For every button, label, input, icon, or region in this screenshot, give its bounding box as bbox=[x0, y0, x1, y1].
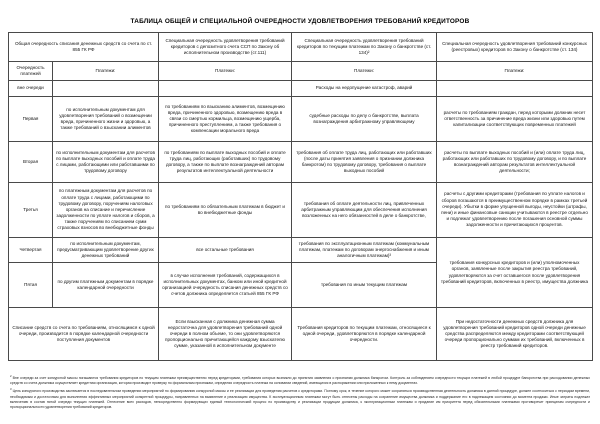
row-label: Первая bbox=[9, 97, 53, 142]
page-title: ТАБЛИЦА ОБЩЕЙ И СПЕЦИАЛЬНОЙ ОЧЕРЕДНОСТИ УДОВЛЕТВОРЕНИЯ ТРЕБОВАНИЙ КРЕДИТОРОВ bbox=[130, 18, 470, 25]
header-row bbox=[9, 33, 593, 62]
table-cell: требования об оплате труда лиц, работающих или работавших (после даты принятия заявления о признании должника банкротом) по трудовому договору, требования о выплате выходных пособий bbox=[292, 142, 437, 183]
subheader-row bbox=[9, 62, 593, 81]
subheader-payments-4: Платежи: bbox=[437, 62, 593, 81]
footer-cell-registry: При недостаточности денежных средств должника для удовлетворения требований кредиторов одной очереди денежные средства распределяются между кредиторами соответствующей очереди пропорционально суммам их требований, включенных в реестр требований кредиторов. bbox=[437, 308, 593, 361]
table-cell: по платежным документам для расчетов по оплате труда с лицами, работающими по трудовому договору, поручениям налоговых органов на списание и перечисление задолженности по уплате налогов и сборов, а также поручениям по списанием сумм страховых взносов во внебюджетные фонды bbox=[53, 183, 159, 238]
table-row-third bbox=[9, 183, 593, 238]
creditors-priority-table bbox=[8, 32, 593, 361]
table-cell bbox=[437, 81, 593, 97]
col-header-registry-creditors: Специальная очередность удовлетворения требований конкурсных (реестровых) кредиторов по Закону о банкротстве (ст. 134) bbox=[437, 33, 593, 62]
table-row-fourth bbox=[9, 238, 593, 263]
subheader-payments-3: Платежи: bbox=[292, 62, 437, 81]
row-label: Вторая bbox=[9, 142, 53, 183]
footnote-3-mark: 3 bbox=[10, 387, 12, 392]
row-label: Четвертая bbox=[9, 238, 53, 263]
col-header-general-855: Общая очередность списания денежных средств со счета по ст. 855 ГК РФ bbox=[9, 33, 159, 62]
table-cell: по исполнительным документам, предусматривающим удовлетворение других денежных требований bbox=[53, 238, 159, 263]
row-label: Пятая bbox=[9, 263, 53, 308]
table-row-out-of-turn bbox=[9, 81, 593, 97]
table-cell bbox=[159, 81, 292, 97]
footnote-2-text: Вне очереди за счет конкурсной массы погашаются требования кредиторов по текущим платежам преимущественно перед кредиторами, требования которых возникли до принятия заявления о признании должника банкротом. Контроль за соблюдением очередности текущих платежей в любой процедуре банкротства при расходовании денежных средств со счета должника осуществляет кредитная организация, которая производит проверку по формальным признакам, определяя очередность платежа на основании сведений, имеющихся в распоряжении или приложенных к нему документах. bbox=[10, 376, 590, 386]
table-cell: Расходы на недопущение катастроф, аварий bbox=[292, 81, 437, 97]
table-cell: по требованиям по выплате выходных пособий и оплате труда лиц, работающих (работавших) по трудовому договору, а также по выплате вознаграждений авторам результатов интеллектуальной деятельности bbox=[159, 142, 292, 183]
footnote-2 bbox=[10, 374, 590, 386]
subheader-payments-2: Платежи: bbox=[159, 62, 292, 81]
footnote-3-text: Цель конкурсного производства заключается в последовательном проведении мероприятий по формированию конкурсной массы и ее реализации для проведения расчетов с кредиторами. Поэтому срок, в течение которого может сохраняться производственная деятельность должника в данной процедуре, должен соотноситься с периодом времени, необходимым и достаточным для выполнения эффективных мероприятий конкретной процедуры, направленных на выявление и реализацию имущества. К эксплуатационным платежам могут быть отнесены расходы на сохранение имущества должника и поддержание его в надлежащем состоянии до момента продажи. Иные затраты подлежат включению в состав пятой очереди текущих платежей. Отнесение всех расходов, непосредственно формирующих единый технологический процесс по производству и реализации продукции должника, к эксплуатационным платежам и придание им приоритета перед обязательными платежами противоречит принципам очередности и пропорциональности удовлетворения требований кредиторов. bbox=[10, 389, 590, 409]
footer-cell-ssp: Если взысканная с должника денежная сумма недостаточна для удовлетворения требований одной очереди в полном объеме, то они удовлетворяются пропорционально причитающейся каждому взыскателю сумме, указанной в исполнительном документе bbox=[159, 308, 292, 361]
table-cell: по другим платежным документам в порядке календарной очередности bbox=[53, 263, 159, 308]
table-footer-row bbox=[9, 308, 593, 361]
footnotes-block bbox=[10, 374, 590, 410]
row-label: вне очереди bbox=[9, 81, 53, 97]
table-row-second bbox=[9, 142, 593, 183]
table-cell: требования об оплате деятельности лиц, привлеченных арбитражным управляющим для обеспечения исполнения возложенных на него обязанностей в деле о банкротстве, bbox=[292, 183, 437, 238]
table-cell: все остальные требования bbox=[159, 238, 292, 263]
footnote-2-mark: 2 bbox=[10, 374, 12, 378]
table-cell: по требованиям по обязательным платежам в бюджет и во внебюджетные фонды bbox=[159, 183, 292, 238]
table-cell: в случае исполнения требований, содержащихся в исполнительных документах, банком или иной кредитной организацией очередность списания денежных средств со счетов должника определяется статьей 855 ГК РФ bbox=[159, 263, 292, 308]
row-label: Третья bbox=[9, 183, 53, 238]
footer-cell-general: Списание средств со счета по требованиям, относящимся к одной очереди, производится в порядке календарной очередности поступления документов bbox=[9, 308, 159, 361]
col-header-current-payments: Специальная очередность удовлетворения требований кредиторов по текущим платежам по Закону о банкротстве (ст. 134)² bbox=[292, 33, 437, 62]
table-row-first bbox=[9, 97, 593, 142]
col-header-ssp-deposit: Специальная очередность удовлетворения требований кредиторов с депозитного счета ССП по Закону об исполнительном производстве (ст.111) bbox=[159, 33, 292, 62]
table-cell: расчеты по выплате выходных пособий и (или) оплате труда лиц, работающих или работавших по трудовому договору, и по выплате вознаграждений авторам результатов интеллектуальной деятельности; bbox=[437, 142, 593, 183]
table-cell: судебные расходы по делу о банкротстве, выплата вознаграждения арбитражному управляющему bbox=[292, 97, 437, 142]
table-cell: требования по эксплуатационным платежам (коммунальным платежам, платежам по договорам энергоснабжения и иным аналогичным платежам)³ bbox=[292, 238, 437, 263]
table-cell: по исполнительным документам для расчетов по выплате выходных пособий и оплате труда с лицами, работающими или работавшими по трудовому договору bbox=[53, 142, 159, 183]
table-cell-merged-registry: требования конкурсных кредиторов и (или) уполномоченных органов, заявленные после закрытия реестра требований, удовлетворяются за счет оставшегося после удовлетворения требований кредиторов, включенных в реестр, имущества должника bbox=[437, 238, 593, 308]
table-cell: требования по иным текущим платежам bbox=[292, 263, 437, 308]
footer-cell-current: Требования кредиторов по текущим платежам, относящиеся к одной очереди, удовлетворяются в порядке календарной очередности. bbox=[292, 308, 437, 361]
subheader-order-of-payments: Очередность платежей bbox=[9, 62, 53, 81]
table-cell bbox=[53, 81, 159, 97]
table-cell: по требованиям по взысканию алиментов, возмещению вреда, причиненного здоровью, возмещению вреда в связи со смертью кормильца, возмещению ущерба, причиненного преступлением, а также требования о компенсации морального вреда bbox=[159, 97, 292, 142]
table-cell: по исполнительным документам для удовлетворения требований о возмещении вреда, причиненного жизни и здоровью, а также требований о взыскании алиментов bbox=[53, 97, 159, 142]
footnote-3 bbox=[10, 387, 590, 409]
table-cell: расчеты с другими кредиторами (требования по уплате налогов и сборов погашаются в преимущественном порядке в рамках третьей очереди). Убытки в форме упущенной выгоды, неустойки (штрафы, пени) и иные финансовые санкции учитываются в реестре отдельно и подлежат удовлетворению после погашения основной суммы задолженности и причитающихся процентов. bbox=[437, 183, 593, 238]
subheader-payments-1: Платежи: bbox=[53, 62, 159, 81]
table-cell: расчеты по требованиям граждан, перед которыми должник несет ответственность за причинение вреда жизни или здоровью путем капитализации соответствующих повременных платежей bbox=[437, 97, 593, 142]
